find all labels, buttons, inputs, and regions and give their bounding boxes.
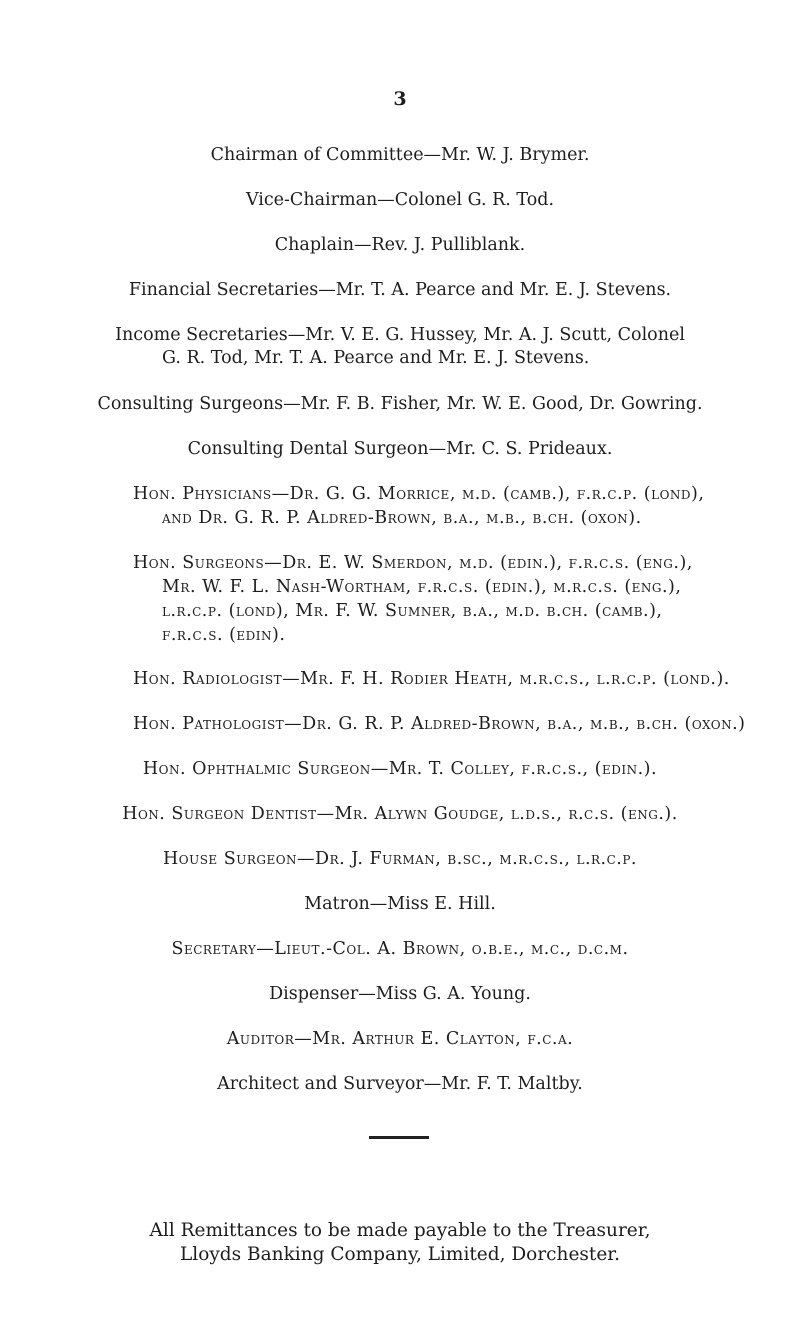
hon-surgeons-line-3: l.r.c.p. (lond), Mr. F. W. Sumner, b.a., m.d. b.ch. (camb.), <box>162 601 663 621</box>
income-secretaries-line-1: Income Secretaries—Mr. V. E. G. Hussey, Mr. A. J. Scutt, Colonel <box>115 325 685 345</box>
hon-surgeons-line-4: f.r.c.s. (edin). <box>162 625 286 645</box>
section-divider <box>369 1136 429 1139</box>
auditor-line: Auditor—Mr. Arthur E. Clayton, f.c.a. <box>226 1029 574 1049</box>
hon-surgeons-line-2: Mr. W. F. L. Nash-Wortham, f.r.c.s. (edin.), m.r.c.s. (eng.), <box>162 577 682 597</box>
consulting-dental-surgeon-line: Consulting Dental Surgeon—Mr. C. S. Prideaux. <box>187 439 613 459</box>
hon-radiologist-line: Hon. Radiologist—Mr. F. H. Rodier Heath, m.r.c.s., l.r.c.p. (lond.). <box>133 669 730 689</box>
chairman-line: Chairman of Committee—Mr. W. J. Brymer. <box>210 145 590 165</box>
chaplain-line: Chaplain—Rev. J. Pulliblank. <box>274 235 526 255</box>
hon-pathologist-line: Hon. Pathologist—Dr. G. R. P. Aldred-Brown, b.a., m.b., b.ch. (oxon.) <box>133 714 746 734</box>
architect-surveyor-line: Architect and Surveyor—Mr. F. T. Maltby. <box>217 1074 583 1094</box>
page-number: 3 <box>393 88 407 110</box>
secretary-line: Secretary—Lieut.-Col. A. Brown, o.b.e., m.c., d.c.m. <box>171 939 629 959</box>
vice-chairman-line: Vice-Chairman—Colonel G. R. Tod. <box>245 190 555 210</box>
hon-surgeon-dentist-line: Hon. Surgeon Dentist—Mr. Alywn Goudge, l.d.s., r.c.s. (eng.). <box>122 804 678 824</box>
dispenser-line: Dispenser—Miss G. A. Young. <box>269 984 531 1004</box>
hon-ophthalmic-surgeon-line: Hon. Ophthalmic Surgeon—Mr. T. Colley, f.r.c.s., (edin.). <box>142 759 658 779</box>
matron-line: Matron—Miss E. Hill. <box>304 894 496 914</box>
consulting-surgeons-line: Consulting Surgeons—Mr. F. B. Fisher, Mr. W. E. Good, Dr. Gowring. <box>97 394 703 414</box>
house-surgeon-line: House Surgeon—Dr. J. Furman, b.sc., m.r.c.s., l.r.c.p. <box>162 849 637 869</box>
hon-surgeons-line-1: Hon. Surgeons—Dr. E. W. Smerdon, m.d. (edin.), f.r.c.s. (eng.), <box>133 553 693 573</box>
hon-physicians-line-2: and Dr. G. R. P. Aldred-Brown, b.a., m.b., b.ch. (oxon). <box>162 508 642 528</box>
remittance-line-2: Lloyds Banking Company, Limited, Dorchester. <box>180 1244 620 1265</box>
financial-secretaries-line: Financial Secretaries—Mr. T. A. Pearce and Mr. E. J. Stevens. <box>128 280 672 300</box>
income-secretaries-line-2: G. R. Tod, Mr. T. A. Pearce and Mr. E. J. Stevens. <box>162 348 590 368</box>
hon-physicians-line-1: Hon. Physicians—Dr. G. G. Morrice, m.d. (camb.), f.r.c.p. (lond), <box>133 484 705 504</box>
remittance-line-1: All Remittances to be made payable to the Treasurer, <box>149 1220 651 1241</box>
